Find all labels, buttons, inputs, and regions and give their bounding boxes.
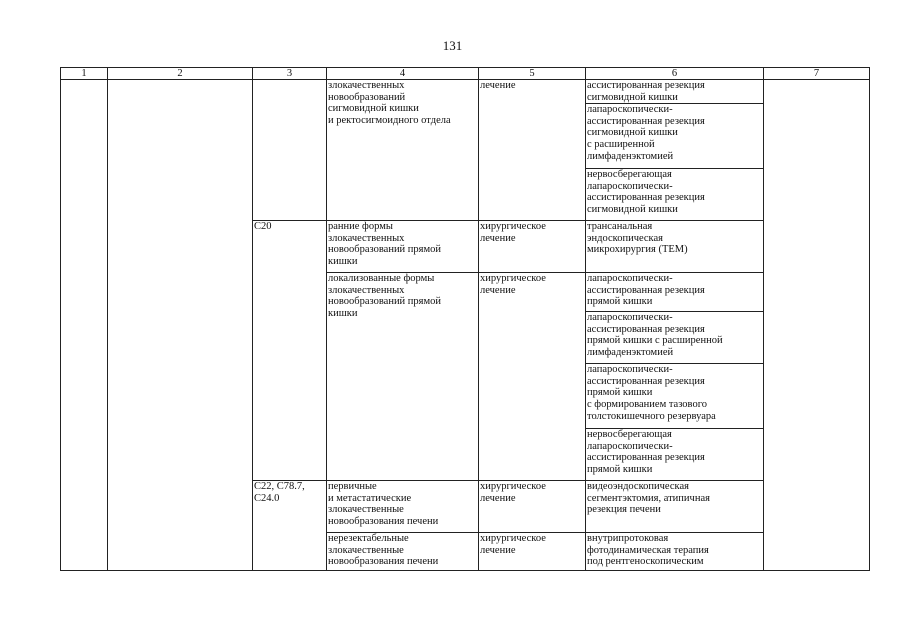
cell-treatment: хирургическое лечение — [479, 481, 586, 533]
column-header: 5 — [479, 68, 586, 80]
column-header: 4 — [327, 68, 479, 80]
cell-model: локализованные формы злокачественных новообразований прямой кишки — [327, 273, 479, 481]
column-header: 2 — [108, 68, 253, 80]
column-header: 1 — [61, 68, 108, 80]
cell-method: лапароскопически- ассистированная резекция сигмовидной кишки с расширенной лимфаденэктомией — [586, 104, 764, 169]
cell-col1 — [61, 80, 108, 571]
cell-code — [253, 80, 327, 221]
cell-method: лапароскопически- ассистированная резекция прямой кишки с формированием тазового толстокишечного резервуара — [586, 364, 764, 429]
column-header: 3 — [253, 68, 327, 80]
cell-model: первичные и метастатические злокачественные новообразования печени — [327, 481, 479, 533]
cell-code: C22, C78.7, C24.0 — [253, 481, 327, 571]
column-header: 6 — [586, 68, 764, 80]
cell-treatment: хирургическое лечение — [479, 533, 586, 571]
cell-model: злокачественных новообразований сигмовидной кишки и ректосигмоидного отдела — [327, 80, 479, 221]
column-number-row — [61, 68, 870, 80]
medical-care-table — [60, 67, 870, 571]
cell-method: лапароскопически- ассистированная резекция прямой кишки — [586, 273, 764, 312]
cell-method: трансанальная эндоскопическая микрохирургия (ТЕМ) — [586, 221, 764, 273]
cell-col2 — [108, 80, 253, 571]
cell-code: C20 — [253, 221, 327, 481]
cell-treatment: хирургическое лечение — [479, 273, 586, 481]
cell-model: нерезектабельные злокачественные новообразования печени — [327, 533, 479, 571]
page-number: 131 — [442, 38, 463, 53]
column-header: 7 — [764, 68, 870, 80]
cell-method: нервосберегающая лапароскопически- ассистированная резекция сигмовидной кишки — [586, 169, 764, 221]
cell-model: ранние формы злокачественных новообразований прямой кишки — [327, 221, 479, 273]
cell-method: нервосберегающая лапароскопически- ассистированная резекция прямой кишки — [586, 429, 764, 481]
cell-method: ассистированная резекция сигмовидной кишки — [586, 80, 764, 104]
table-row — [61, 80, 870, 104]
cell-treatment: хирургическое лечение — [479, 221, 586, 273]
cell-method: внутрипротоковая фотодинамическая терапия под рентгеноскопическим — [586, 533, 764, 571]
cell-col7 — [764, 80, 870, 571]
cell-method: лапароскопически- ассистированная резекция прямой кишки с расширенной лимфаденэктомией — [586, 312, 764, 364]
cell-method: видеоэндоскопическая сегментэктомия, атипичная резекция печени — [586, 481, 764, 533]
cell-treatment: лечение — [479, 80, 586, 221]
